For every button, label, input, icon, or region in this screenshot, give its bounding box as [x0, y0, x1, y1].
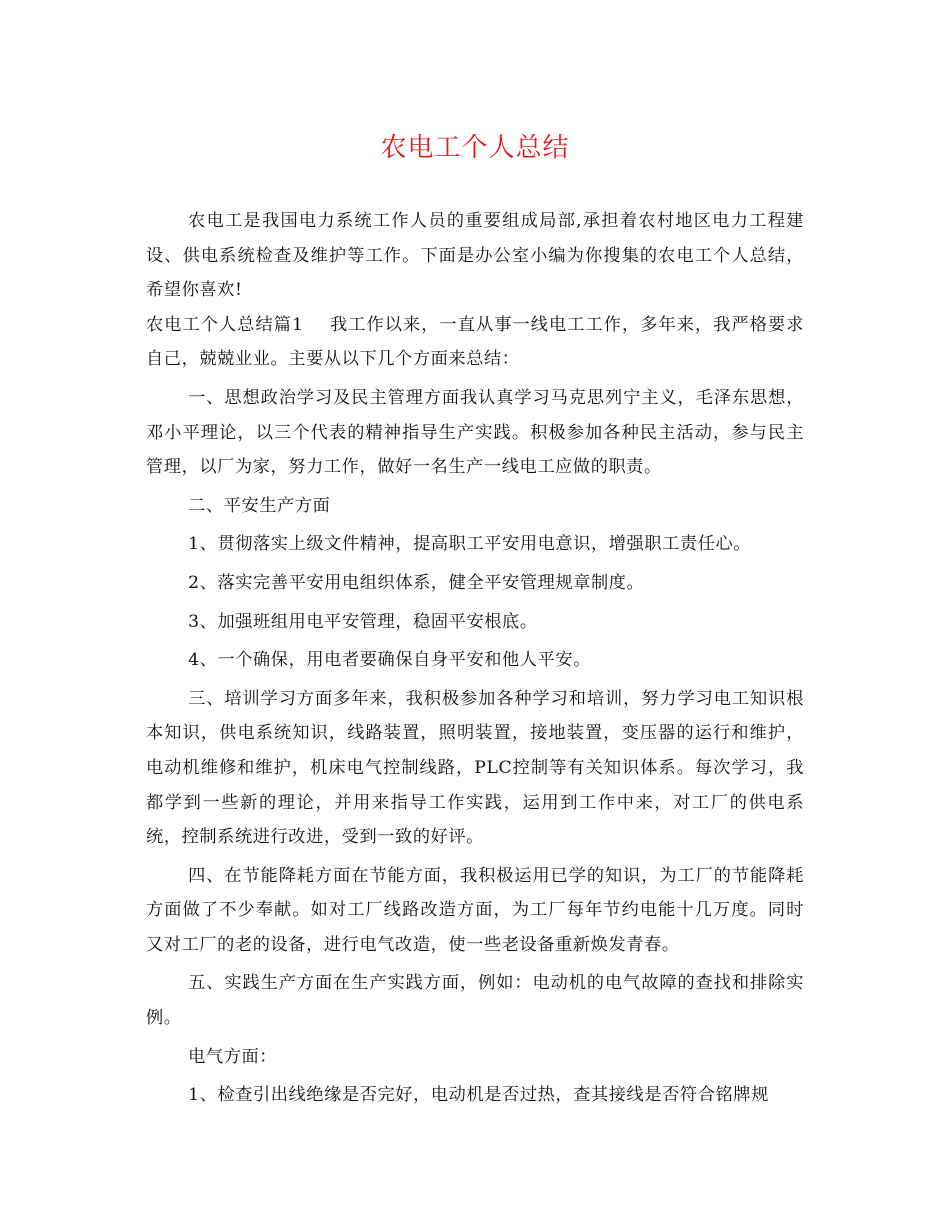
- paragraph-energy-saving: 四、在节能降耗方面在节能方面，我积极运用已学的知识，为工厂的节能降耗方面做了不少奉献。如对工厂线路改造方面，为工厂每年节约电能十几万度。同时又对工厂的老的设备，进行电气改造，使一些老设备重新焕发青春。: [146, 865, 804, 955]
- paragraph-electrical-item-1: 1、检查引出线绝缘是否完好，电动机是否过热，查其接线是否符合铭牌规: [188, 1085, 769, 1106]
- section-paragraph: [146, 308, 804, 377]
- paragraph-safety-item-2: 2、落实完善平安用电组织体系，健全平安管理规章制度。: [188, 572, 645, 593]
- paragraph-safety-heading: 二、平安生产方面: [188, 495, 331, 516]
- paragraph-electrical-heading: 电气方面：: [188, 1046, 278, 1067]
- section-label: 农电工个人总结篇1: [146, 314, 304, 335]
- intro-paragraph: 农电工是我国电力系统工作人员的重要组成局部,承担着农村地区电力工程建设、供电系统检查及维护等工作。下面是办公室小编为你搜集的农电工个人总结，希望你喜欢!: [146, 211, 804, 301]
- paragraph-practice: 五、实践生产方面在生产实践方面，例如：电动机的电气故障的查找和排除实例。: [146, 973, 804, 1029]
- paragraph-safety-item-4: 4、一个确保，用电者要确保自身平安和他人平安。: [188, 650, 591, 671]
- document-body: [146, 204, 804, 1113]
- paragraph-training: 三、培训学习方面多年来，我积极参加各种学习和培训，努力学习电工知识根本知识，供电系统知识，线路装置，照明装置，接地装置，变压器的运行和维护，电动机维修和维护，机床电气控制线路，PLC控制等有关知识体系。每次学习，我都学到一些新的理论，并用来指导工作实践，运用到工作中来，对工厂的供电系统，控制系统进行改进，受到一致的好评。: [146, 688, 804, 848]
- paragraph-safety-item-1: 1、贯彻落实上级文件精神，提高职工平安用电意识，增强职工责任心。: [188, 534, 752, 555]
- paragraph-political-study: 一、思想政治学习及民主管理方面我认真学习马克思列宁主义，毛泽东思想，邓小平理论，以三个代表的精神指导生产实践。积极参加各种民主活动，参与民主管理，以厂为家，努力工作，做好一名生产一线电工应做的职责。: [146, 387, 804, 478]
- document-title: 农电工个人总结: [380, 133, 570, 163]
- paragraph-safety-item-3: 3、加强班组用电平安管理，稳固平安根底。: [188, 611, 538, 632]
- section-intro-text: 我工作以来，一直从事一线电工工作，多年来，我严格要求自己，兢兢业业。主要从以下几个方面来总结：: [146, 314, 804, 370]
